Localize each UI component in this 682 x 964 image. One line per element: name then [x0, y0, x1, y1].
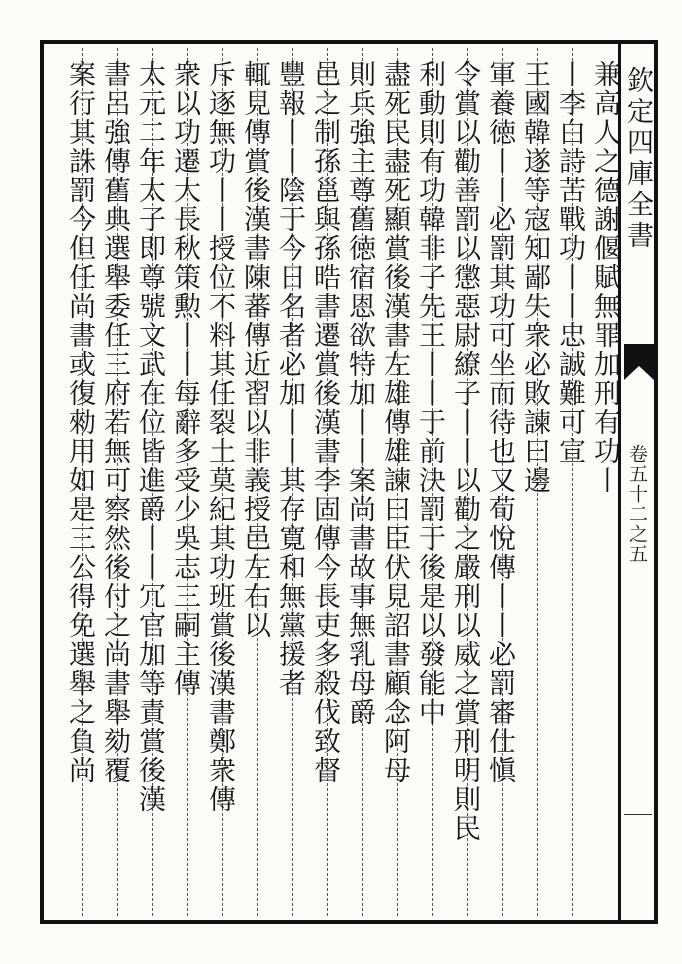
text-column-10: 豐報丨丨陰于今日名者必加丨丨其存寛和無黨援者 — [274, 60, 305, 698]
text-column-3: 王國韓遂等寇知鄙失衆必敗諫曰邊 — [519, 60, 550, 495]
text-column-6: 利動則有功韓非子先王丨丨于前決罰于後是以發能中 — [414, 60, 445, 727]
text-column-11: 輒見傳賞後漢書陳蕃傳近習以非義授邑左右以 — [239, 60, 270, 640]
page-margin — [618, 44, 654, 920]
text-column-7: 盡死民盡死顯賞後漢書左雄傳雄諫曰臣伏見詔書顧念阿母 — [379, 60, 410, 785]
text-column-16: 案行其誅罰今但任尚書或復勑用如是三公得免選舉之負尚 — [64, 60, 95, 785]
text-column-14: 太元二年太子即尊號文武在位皆進爵丨丨冗官加等責賞後漢 — [134, 60, 165, 814]
text-column-4: 軍養徳丨丨必罰其功可坐而待也又荀悅傳丨丨必罰審仕愼 — [484, 60, 515, 785]
text-column-15: 書呂強傳舊典選舉委任三府若無可察然後付之尚書舉劾覆 — [99, 60, 130, 785]
fish-tail-mark-icon — [624, 344, 654, 380]
text-column-12: 斥逐無功丨丨授位不料其任裂土莫紀其功班賞後漢書鄭衆傳 — [204, 60, 235, 814]
text-column-8: 則兵強主尊舊徳宿恩欲特加丨丨案尚書故事無乳母爵 — [344, 60, 375, 727]
text-column-9: 邑之制孫邕與孫晧書遷賞後漢書李固傳今長吏多殺伐致督 — [309, 60, 340, 785]
text-column-13: 衆以功遷大長秋策勲丨丨每辭多受少吳志三嗣主傳 — [169, 60, 200, 698]
text-block — [48, 48, 622, 916]
volume-label: 卷五十二之五 — [626, 444, 648, 564]
book-title: 欽定四庫全書 — [622, 66, 653, 252]
text-column-1: 兼高人之德謝偃賦無罪加刑有功丨 — [589, 60, 620, 495]
page-frame — [40, 40, 658, 924]
text-column-5: 令賞以勸善罰以懲惡尉繚子丨丨以勸之嚴刑以威之賞刑明則民 — [449, 60, 480, 843]
margin-tick — [624, 814, 652, 815]
text-column-2: 丨李白詩苦戰功丨丨忠誠難可宣 — [554, 60, 585, 466]
